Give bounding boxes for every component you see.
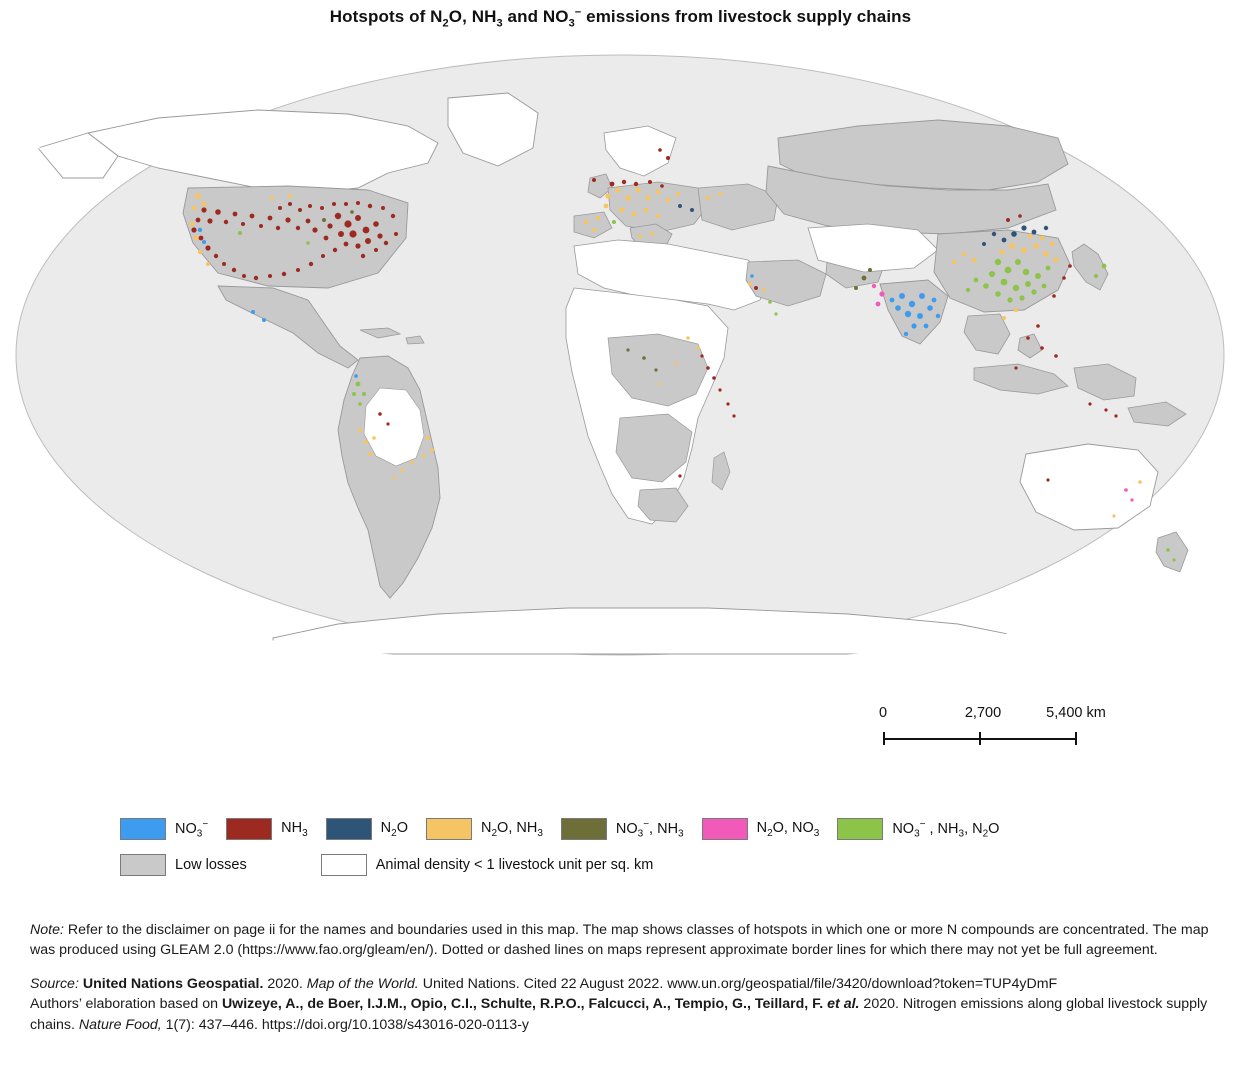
legend-label-no3: $NO_3^-$ [175,818,209,840]
legend-swatch-low-density [321,854,367,876]
page-title [0,6,1241,29]
scale-tick-label-2: 5,400 km [1046,705,1106,721]
legend-swatch-nh3 [226,818,272,840]
world-map [8,38,1233,678]
scale-tick-label-1: 2,700 [964,705,1002,721]
legend-label-no3-nh3-n2o: $NO_3^-$ , $NH_3$, $N_2O$ [892,818,1000,840]
legend-item-no3-nh3-n2o [837,818,999,840]
legend-label-low-density: Animal density < 1 livestock unit per sq. km [375,857,654,873]
legend-row-1 [120,818,1190,840]
legend-item-no3-nh3 [561,818,684,840]
source-article: 2020. Nitrogen emissions along global livestock supply chains. [30,996,1208,1033]
title-text: Hotspots of $N_2O$, $NH_3$ and $NO_3^-$ emissions from livestock supply chains [329,6,912,30]
legend-item-low-losses [120,854,247,876]
figure-notes [30,920,1215,1049]
scale-bar [875,705,1106,765]
source-pages-doi: 1(7): 437–446. https://doi.org/10.1038/s43016-020-0113-y [161,1016,530,1033]
legend-item-n2o-nh3 [426,818,543,840]
legend-label-n2o-no3: $N_2O$, $NO_3$ [756,819,820,839]
legend-swatch-no3 [120,818,166,840]
source-etal: et al. [827,996,860,1013]
note-text: Refer to the disclaimer on page ii for the names and boundaries used in this map. The map shows classes of hotspots in which one or more N compounds are concentrated. The map was produced using GLEAM 2.0 (https://www.fao.org/gleam/en/). Dotted or dashed lines on maps represent approximate border lines for which there may not yet be full agreement. [30,922,1209,959]
source-year: 2020. [263,976,307,993]
legend-row-2 [120,854,1190,876]
source-authors: Uwizeye, A., de Boer, I.J.M., Opio, C.I., Schulte, R.P.O., Falcucci, A., Tempio, G., Teillard, F. [221,996,828,1013]
legend-swatch-low-losses [120,854,166,876]
legend-swatch-no3-nh3-n2o [837,818,883,840]
legend-label-nh3: $NH_3$ [281,819,308,839]
legend-swatch-no3-nh3 [561,818,607,840]
legend-item-n2o-no3 [702,818,820,840]
map-legend [120,818,1190,890]
note-label: Note: [30,922,64,938]
scale-bar-graphic [883,732,1077,744]
legend-label-low-losses: Low losses [175,857,247,873]
source-paragraph [30,974,1215,1034]
legend-label-n2o: $N_2O$ [380,819,408,839]
legend-swatch-n2o-no3 [702,818,748,840]
legend-item-nh3 [226,818,308,840]
legend-item-no3 [120,818,208,840]
note-paragraph [30,920,1215,960]
source-journal: Nature Food, [78,1016,162,1033]
source-elab-intro: Authors’ elaboration based on [30,996,222,1013]
source-org: United Nations Geospatial. [82,976,264,993]
source-title: Map of the World. [306,976,419,993]
legend-item-n2o [326,818,408,840]
legend-label-no3-nh3: $NO_3^-$, $NH_3$ [615,818,684,840]
legend-item-low-density [321,854,654,876]
source-citation: United Nations. Cited 22 August 2022. www.un.org/geospatial/file/3420/download?token=TUP4yDmF [418,976,1058,993]
source-label: Source: [30,976,79,993]
legend-swatch-n2o [326,818,372,840]
scale-tick-label-0: 0 [878,705,888,721]
legend-label-n2o-nh3: $N_2O$, $NH_3$ [481,819,543,839]
legend-swatch-n2o-nh3 [426,818,472,840]
world-map-svg [8,38,1233,678]
